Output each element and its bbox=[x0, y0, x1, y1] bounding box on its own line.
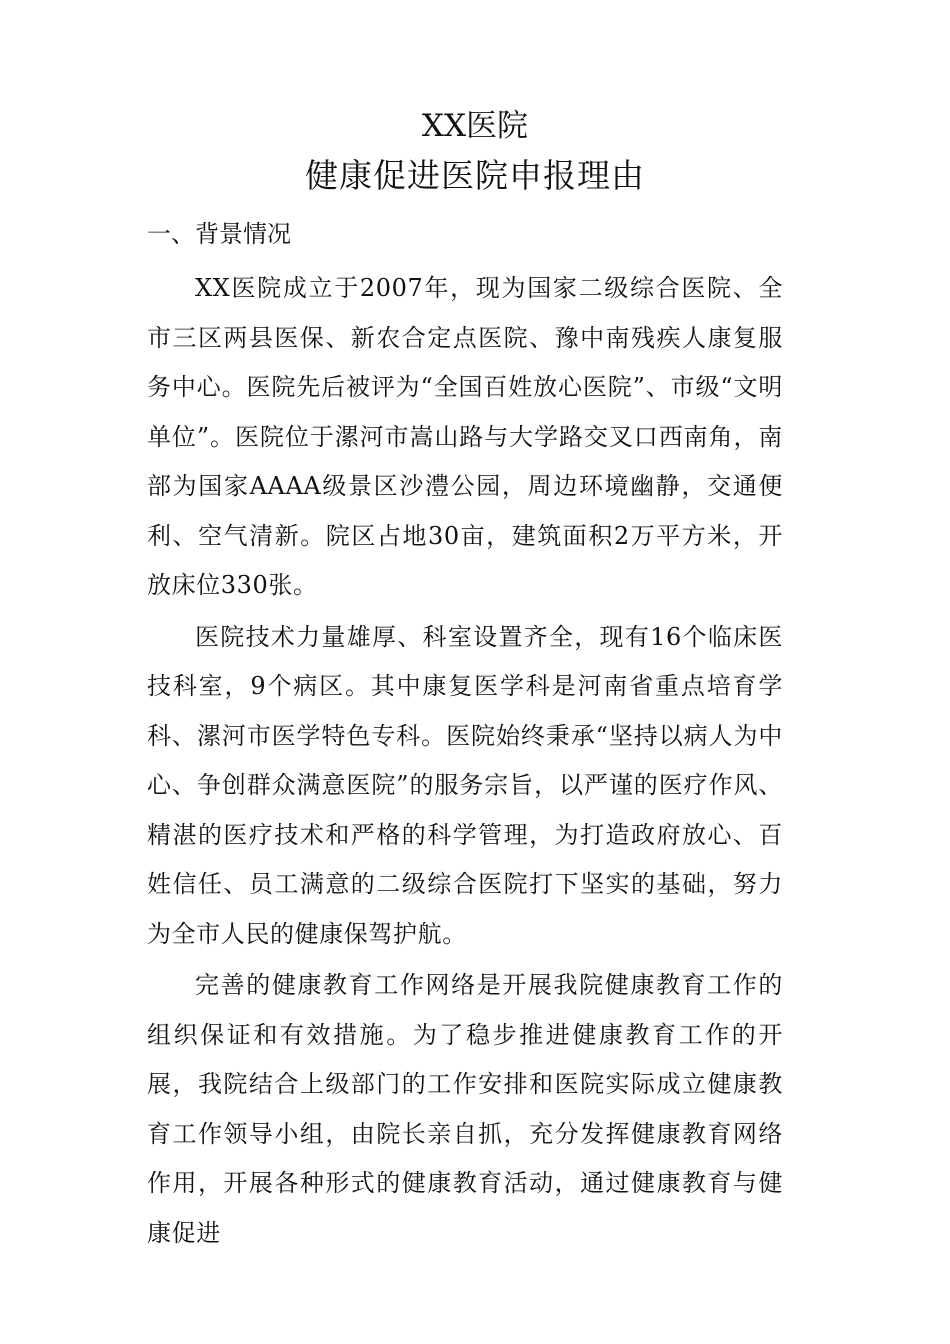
paragraph-technical-strength: 医院技术力量雄厚、科室设置齐全，现有16个临床医技科室，9个病区。其中康复医学科是河南省重点培育学科、漯河市医学特色专科。医院始终秉承“坚持以病人为中心、争创群众满意医院”的服务宗旨，以严谨的医疗作风、精湛的医疗技术和严格的科学管理，为打造政府放心、百姓信任、员工满意的二级综合医院打下坚实的基础，努力为全市人民的健康保驾护航。 bbox=[147, 622, 783, 948]
document-body bbox=[147, 264, 783, 1260]
section-heading-background: 一、背景情况 bbox=[147, 220, 291, 248]
paragraph-hospital-overview: XX医院成立于2007年，现为国家二级综合医院、全市三区两县医保、新农合定点医院、豫中南残疾人康复服务中心。医院先后被评为“全国百姓放心医院”、市级“文明单位”。医院位于漯河市嵩山路与大学路交叉口西南角，南部为国家AAAA级景区沙澧公园，周边环境幽静，交通便利、空气清新。院区占地30亩，建筑面积2万平方米，开放床位330张。 bbox=[147, 274, 783, 599]
paragraph-health-education-network: 完善的健康教育工作网络是开展我院健康教育工作的组织保证和有效措施。为了稳步推进健康教育工作的开展，我院结合上级部门的工作安排和医院实际成立健康教育工作领导小组，由院长亲自抓，充分发挥健康教育网络作用，开展各种形式的健康教育活动，通过健康教育与健康促进 bbox=[147, 971, 783, 1247]
document-title-hospital: XX医院 bbox=[421, 108, 529, 144]
document-title-main: 健康促进医院申报理由 bbox=[305, 156, 645, 195]
